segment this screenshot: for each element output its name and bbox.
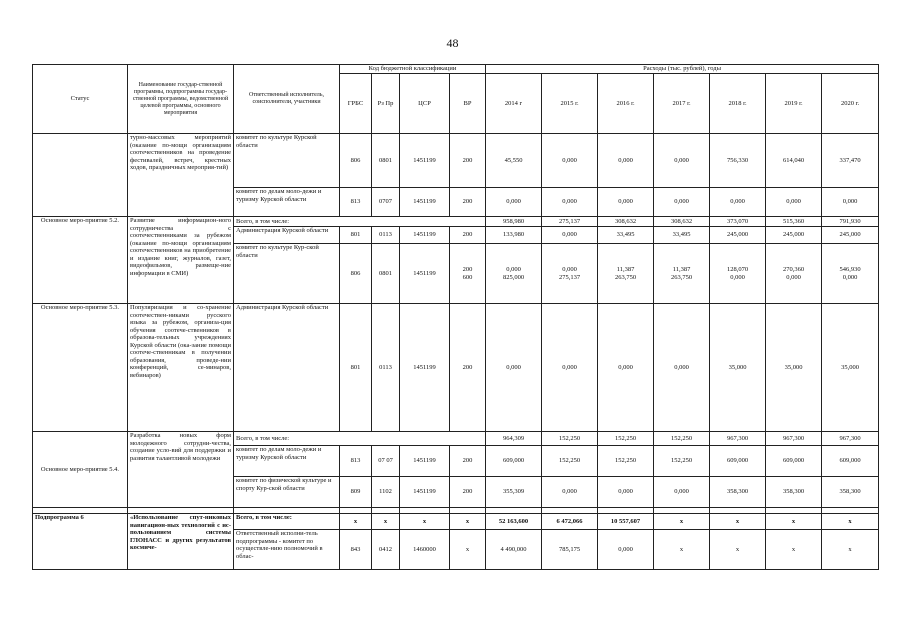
rzpr-cell: 0113 <box>372 227 400 244</box>
value-cell: 128,070 0,000 <box>710 244 766 304</box>
responsible-cell: комитет по делам моло-дежи и туризму Курской области <box>234 188 340 217</box>
vr-cell: 200 <box>450 304 486 432</box>
value-cell: 756,330 <box>710 134 766 188</box>
total-value: 967,300 <box>766 432 822 446</box>
total-value: x <box>822 514 879 530</box>
value-cell: 785,175 <box>542 530 598 570</box>
total-label: Всего, в том числе: <box>234 514 340 530</box>
total-value: 967,300 <box>710 432 766 446</box>
value-cell: 0,000 <box>598 134 654 188</box>
responsible-cell: Ответственный исполни-тель подпрограммы - комитет по осуществле-нию полномочий в облас- <box>234 530 340 570</box>
value-cell: 0,000 <box>542 304 598 432</box>
table-row <box>33 217 879 227</box>
value-cell: 11,387 263,750 <box>598 244 654 304</box>
value-cell: 152,250 <box>542 446 598 477</box>
value-cell: 0,000 <box>542 188 598 217</box>
value-cell: 0,000 <box>486 304 542 432</box>
value-cell: 337,470 <box>822 134 879 188</box>
name-cell: турно-массовых мероприятий (оказание по-мощи организациям соотечественников на проведение фестивалей, встреч, крестных ходов, праздничных мероприя-тий) <box>128 134 234 217</box>
value-cell: 0,000 <box>654 477 710 508</box>
name-cell: «Использование спут-никовых навигацион-ных технологий с ис-пользованием системы ГЛОНАСС и других результатов космиче- <box>128 514 234 570</box>
csr-cell: 1451199 <box>400 134 450 188</box>
total-value: 152,250 <box>598 432 654 446</box>
value-cell: 35,000 <box>822 304 879 432</box>
rzpr-cell: 0801 <box>372 244 400 304</box>
total-value: 967,300 <box>822 432 879 446</box>
header-year: 2017 г. <box>654 74 710 134</box>
value-cell: 609,000 <box>766 446 822 477</box>
total-value: x <box>654 514 710 530</box>
vr-cell: 200 <box>450 446 486 477</box>
value-cell: 33,495 <box>654 227 710 244</box>
header-responsible: Ответственный исполнитель, соисполнители, участники <box>234 65 340 134</box>
responsible-cell: комитет по делам моло-дежи и туризму Курской области <box>234 446 340 477</box>
total-label: Всего, в том числе: <box>234 217 486 227</box>
vr-cell: 200 <box>450 477 486 508</box>
value-cell: 33,495 <box>598 227 654 244</box>
total-value: 308,632 <box>654 217 710 227</box>
total-value: 152,250 <box>542 432 598 446</box>
header-year: 2015 г. <box>542 74 598 134</box>
grbs-cell: 813 <box>340 188 372 217</box>
value-cell: 0,000 <box>598 304 654 432</box>
value-cell: 0,000 <box>654 134 710 188</box>
header-csr: ЦСР <box>400 74 450 134</box>
responsible-cell: Администрация Курской области <box>234 304 340 432</box>
rzpr-cell: 0707 <box>372 188 400 217</box>
table-row <box>33 304 879 432</box>
header-spend-group: Расходы (тыс. рублей), годы <box>486 65 879 74</box>
rzpr-cell: x <box>372 514 400 530</box>
csr-cell: 1451199 <box>400 446 450 477</box>
value-cell: x <box>710 530 766 570</box>
value-cell: 609,000 <box>486 446 542 477</box>
rzpr-cell: 0412 <box>372 530 400 570</box>
header-status: Статус <box>33 65 128 134</box>
responsible-cell: комитет по культуре Кур-ской области <box>234 244 340 304</box>
total-value: x <box>766 514 822 530</box>
header-year: 2019 г. <box>766 74 822 134</box>
value-cell: 358,300 <box>822 477 879 508</box>
vr-cell: x <box>450 514 486 530</box>
grbs-cell: 806 <box>340 244 372 304</box>
value-cell: 11,387 263,750 <box>654 244 710 304</box>
value-cell: 0,000 275,137 <box>542 244 598 304</box>
vr-cell: 200 <box>450 227 486 244</box>
responsible-cell: Администрация Курской области <box>234 227 340 244</box>
status-cell <box>33 134 128 217</box>
value-cell: 0,000 <box>542 227 598 244</box>
value-cell: 245,000 <box>822 227 879 244</box>
value-cell: 358,300 <box>710 477 766 508</box>
value-cell: 0,000 <box>710 188 766 217</box>
csr-cell: 1451199 <box>400 227 450 244</box>
value-cell: 152,250 <box>654 446 710 477</box>
value-cell: x <box>766 530 822 570</box>
grbs-cell: 843 <box>340 530 372 570</box>
header-year: 2020 г. <box>822 74 879 134</box>
grbs-cell: 809 <box>340 477 372 508</box>
status-cell: Подпрограмма 6 <box>33 514 128 570</box>
value-cell: 152,250 <box>598 446 654 477</box>
vr-cell: 200 600 <box>450 244 486 304</box>
value-cell: 35,000 <box>766 304 822 432</box>
csr-cell: 1460000 <box>400 530 450 570</box>
total-value: 791,930 <box>822 217 879 227</box>
total-value: 275,137 <box>542 217 598 227</box>
rzpr-cell: 0801 <box>372 134 400 188</box>
value-cell: 270,360 0,000 <box>766 244 822 304</box>
value-cell: 35,000 <box>710 304 766 432</box>
grbs-cell: x <box>340 514 372 530</box>
csr-cell: 1451199 <box>400 244 450 304</box>
grbs-cell: 813 <box>340 446 372 477</box>
value-cell: 45,550 <box>486 134 542 188</box>
value-cell: 609,000 <box>822 446 879 477</box>
value-cell: 0,000 <box>486 188 542 217</box>
value-cell: 614,040 <box>766 134 822 188</box>
status-cell: Основное меро-приятие 5.3. <box>33 304 128 432</box>
value-cell: x <box>654 530 710 570</box>
total-value: 152,250 <box>654 432 710 446</box>
responsible-cell: комитет по культуре Курской области <box>234 134 340 188</box>
value-cell: 0,000 <box>542 134 598 188</box>
value-cell: 4 490,000 <box>486 530 542 570</box>
total-value: 52 163,600 <box>486 514 542 530</box>
csr-cell: 1451199 <box>400 304 450 432</box>
csr-cell: x <box>400 514 450 530</box>
header-rzpr: Рз Пр <box>372 74 400 134</box>
total-label: Всего, в том числе: <box>234 432 486 446</box>
value-cell: 0,000 <box>822 188 879 217</box>
page-number: 48 <box>446 36 459 50</box>
rzpr-cell: 07 07 <box>372 446 400 477</box>
value-cell: 609,000 <box>710 446 766 477</box>
csr-cell: 1451199 <box>400 188 450 217</box>
total-value: 958,980 <box>486 217 542 227</box>
total-value: 515,360 <box>766 217 822 227</box>
total-value: 373,070 <box>710 217 766 227</box>
budget-table <box>32 64 879 570</box>
table-row <box>33 134 879 188</box>
table-row <box>33 432 879 446</box>
total-value: 308,632 <box>598 217 654 227</box>
responsible-cell: комитет по физической культуре и спорту Кур-ской области <box>234 477 340 508</box>
value-cell: 0,000 825,000 <box>486 244 542 304</box>
total-value: 6 472,066 <box>542 514 598 530</box>
total-value: 964,309 <box>486 432 542 446</box>
value-cell: 0,000 <box>654 304 710 432</box>
grbs-cell: 801 <box>340 304 372 432</box>
total-value: 10 557,607 <box>598 514 654 530</box>
name-cell: Разработка новых форм молодежного сотрудни-чества, создание усло-вий для поддержки и развития талантливой молодежи <box>128 432 234 508</box>
rzpr-cell: 1102 <box>372 477 400 508</box>
total-value: x <box>710 514 766 530</box>
value-cell: 358,300 <box>766 477 822 508</box>
vr-cell: 200 <box>450 188 486 217</box>
value-cell: 0,000 <box>598 188 654 217</box>
header-name: Наименование государ-ственной программы, подпрограммы государ-ственной программы, ведомственной целевой программы, основного мероприятия <box>128 65 234 134</box>
value-cell: 0,000 <box>598 530 654 570</box>
value-cell: 245,000 <box>766 227 822 244</box>
table-row <box>33 514 879 530</box>
grbs-cell: 801 <box>340 227 372 244</box>
value-cell: 0,000 <box>766 188 822 217</box>
value-cell: 0,000 <box>654 188 710 217</box>
value-cell: 355,309 <box>486 477 542 508</box>
status-cell: Основное меро-приятие 5.4. <box>33 432 128 508</box>
status-cell: Основное меро-приятие 5.2. <box>33 217 128 304</box>
value-cell: 0,000 <box>542 477 598 508</box>
name-cell: Популяризация и со-хранение соотечествен-никами русского языка за рубежом, организа-ция обучения соотече-ственников в образова-тельных учреждениях Курской области (ока-зание помощи соотече-ственникам в получении образования, проведе-нии конференций, се-минаров, вебинаров) <box>128 304 234 432</box>
name-cell: Развитие информацион-ного сотрудничества с соотечественниками за рубежом (оказание по-мощи организациям соотечественников на приобретение и издание книг, журналов, газет, видеофильмов, размеще-ние информации в СМИ) <box>128 217 234 304</box>
header-grbs: ГРБС <box>340 74 372 134</box>
value-cell: 0,000 <box>598 477 654 508</box>
value-cell: 133,980 <box>486 227 542 244</box>
value-cell: 245,000 <box>710 227 766 244</box>
header-year: 2016 г. <box>598 74 654 134</box>
header-year: 2018 г. <box>710 74 766 134</box>
header-code-group: Код бюджетной классификации <box>340 65 486 74</box>
header-year: 2014 г <box>486 74 542 134</box>
vr-cell: x <box>450 530 486 570</box>
vr-cell: 200 <box>450 134 486 188</box>
header-vr: ВР <box>450 74 486 134</box>
value-cell: 546,930 0,000 <box>822 244 879 304</box>
rzpr-cell: 0113 <box>372 304 400 432</box>
csr-cell: 1451199 <box>400 477 450 508</box>
value-cell: x <box>822 530 879 570</box>
grbs-cell: 806 <box>340 134 372 188</box>
